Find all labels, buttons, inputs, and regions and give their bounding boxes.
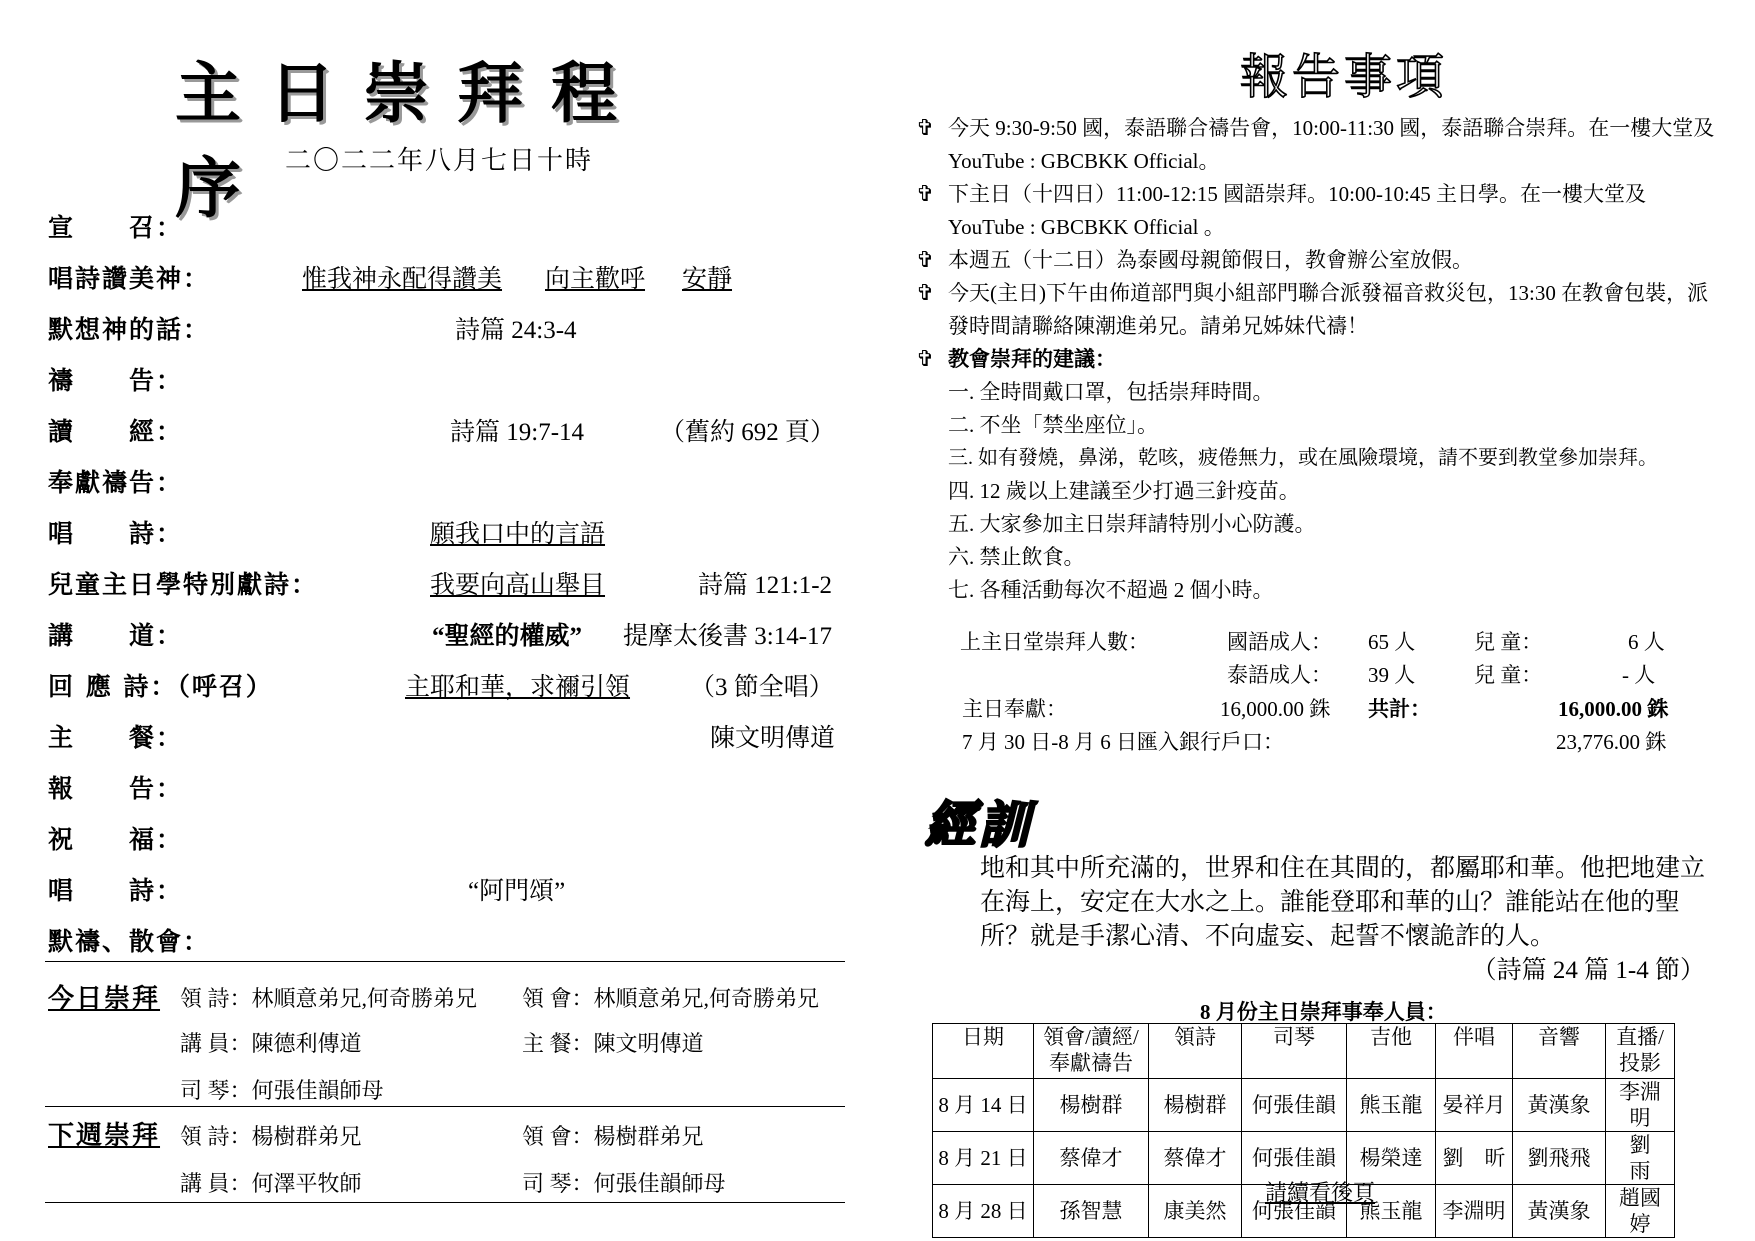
order-label-announcements: 報 告： xyxy=(48,774,184,803)
meditation-passage: 詩篇 24:3-4 xyxy=(455,317,577,344)
thai-adults-count: 39 人 xyxy=(1368,663,1416,687)
offering-amount: 16,000.00 銖 xyxy=(1220,697,1331,721)
mandarin-adults-count: 65 人 xyxy=(1368,630,1416,654)
mandarin-adults-label: 國語成人： xyxy=(1227,630,1332,654)
next-pianist: 司 琴：何張佳韻師母 xyxy=(522,1171,726,1196)
attendance-label: 上主日堂崇拜人數： xyxy=(960,630,1149,654)
cell: 晏祥月 xyxy=(1436,1079,1513,1132)
cell: 李淵明 xyxy=(1436,1185,1513,1238)
response-song: 主耶和華，求禰引領 xyxy=(405,674,631,701)
cell: 李淵明 xyxy=(1606,1079,1675,1132)
cell: 8 月 28 日 xyxy=(933,1185,1034,1238)
announcement-4: ✞ 今天(主日)下午由佈道部門與小組部門聯合派發福音救災包，13:30 在教會包裝，派發時間請聯絡陳潮進弟兄。請弟兄姊妹代禱！ xyxy=(948,277,1718,343)
praise-song-1: 惟我神永配得讚美 xyxy=(302,266,503,293)
children-count: 6 人 xyxy=(1628,630,1665,654)
reading-page: （舊約 692 頁） xyxy=(660,419,836,446)
children-song-title: 我要向高山舉目 xyxy=(430,572,606,599)
cell: 黃漢象 xyxy=(1513,1079,1606,1132)
order-label-call: 宣 召： xyxy=(48,213,184,242)
order-label-praise: 唱詩讚美神： xyxy=(48,264,211,293)
today-lead-song: 領 詩：林順意弟兄,何奇勝弟兄 xyxy=(180,986,478,1011)
cell: 熊玉龍 xyxy=(1347,1185,1436,1238)
col-guitar: 吉他 xyxy=(1347,1024,1436,1079)
next-lead-song: 領 詩：楊樹群弟兄 xyxy=(180,1124,362,1149)
verse-reference: （詩篇 24 篇 1-4 節） xyxy=(1471,957,1705,984)
reading-passage: 詩篇 19:7-14 xyxy=(450,419,585,446)
communion-leader: 陳文明傳道 xyxy=(710,725,836,752)
cell: 8 月 21 日 xyxy=(933,1132,1034,1185)
col-pianist: 司琴 xyxy=(1242,1024,1347,1079)
today-service-heading: 今日崇拜 xyxy=(48,984,161,1014)
cross-icon: ✞ xyxy=(916,347,935,372)
cell: 楊樹群 xyxy=(1149,1079,1242,1132)
advice-item: 二. 不坐「禁坐座位」。 xyxy=(948,413,1158,437)
order-label-closing-hymn: 唱 詩： xyxy=(48,876,184,905)
cell: 熊玉龍 xyxy=(1347,1079,1436,1132)
cell: 楊樹群 xyxy=(1034,1079,1149,1132)
order-label-response: 回 應 詩：（呼召） xyxy=(48,672,273,701)
cell: 劉 雨 xyxy=(1606,1132,1675,1185)
cross-icon: ✞ xyxy=(916,281,935,306)
hymn-title: 願我口中的言語 xyxy=(430,521,606,548)
today-communion: 主 餐：陳文明傳道 xyxy=(522,1031,704,1056)
sermon-title: “聖經的權威” xyxy=(432,623,583,650)
announcement-2: ✞ 下主日（十四日）11:00-12:15 國語崇拜。10:00-10:45 主日學。在一樓大堂及 YouTube : GBCBKK Official 。 xyxy=(948,178,1718,244)
thai-adults-label: 泰語成人： xyxy=(1227,663,1332,687)
advice-item: 三. 如有發燒，鼻涕，乾咳，疲倦無力，或在風險環境，請不要到教堂參加崇拜。 xyxy=(948,447,1658,469)
verse-text: 地和其中所充滿的，世界和住在其間的，都屬耶和華。他把地建立在海上，安定在大水之上。誰能登耶和華的山？誰能站在他的聖所？就是手潔心清、不向虛妄、起誓不懷詭詐的人。 xyxy=(980,855,1706,950)
response-verses: （3 節全唱） xyxy=(690,674,834,701)
continue-link[interactable]: 請續看後頁 xyxy=(1265,1180,1376,1205)
cell: 劉飛飛 xyxy=(1513,1132,1606,1185)
children-label: 兒 童： xyxy=(1474,663,1543,687)
roster-title: 8 月份主日崇拜事奉人員： xyxy=(1200,1000,1447,1024)
bank-label: 7 月 30 日-8 月 6 日匯入銀行戶口： xyxy=(962,730,1284,754)
order-label-dismissal: 默禱、散會： xyxy=(48,927,211,956)
order-label-offering: 奉獻禱告： xyxy=(48,468,184,497)
order-label-reading: 讀 經： xyxy=(48,417,184,446)
announcement-3: ✞ 本週五（十二日）為泰國母親節假日，教會辦公室放假。 xyxy=(948,244,1718,277)
col-date: 日期 xyxy=(933,1024,1034,1079)
announcement-1: ✞ 今天 9:30-9:50 國，泰語聯合禱告會，10:00-11:30 國，泰語聯合崇拜。在一樓大堂及 YouTube : GBCBKK Official。 xyxy=(948,112,1718,178)
advice-item: 五. 大家參加主日崇拜請特別小心防護。 xyxy=(948,512,1316,536)
cell: 楊榮達 xyxy=(1347,1132,1436,1185)
order-label-hymn: 唱 詩： xyxy=(48,519,184,548)
cell: 劉 昕 xyxy=(1436,1132,1513,1185)
col-stream: 直播/投影 xyxy=(1606,1024,1675,1079)
cell: 黃漢象 xyxy=(1513,1185,1606,1238)
advice-item: 一. 全時間戴口罩，包括崇拜時間。 xyxy=(948,380,1274,404)
cell: 孫智慧 xyxy=(1034,1185,1149,1238)
today-speaker: 講 員：陳德利傳道 xyxy=(180,1031,362,1056)
cross-icon: ✞ xyxy=(916,182,935,207)
col-song-leader: 領詩 xyxy=(1149,1024,1242,1079)
cell: 何張佳韻 xyxy=(1242,1185,1347,1238)
col-backing: 伴唱 xyxy=(1436,1024,1513,1079)
sermon-passage: 提摩太後書 3:14-17 xyxy=(623,623,833,650)
cell: 何張佳韻 xyxy=(1242,1132,1347,1185)
next-speaker: 講 員：何澤平牧師 xyxy=(180,1171,362,1196)
col-leader: 領會/讀經/奉獻禱告 xyxy=(1034,1024,1149,1079)
offering-label: 主日奉獻： xyxy=(962,697,1067,721)
page-title: 主日崇拜程序 xyxy=(175,54,645,227)
table-row xyxy=(933,1079,1675,1132)
cross-icon: ✞ xyxy=(916,116,935,141)
advice-item: 四. 12 歲以上建議至少打過三針疫苗。 xyxy=(948,479,1300,503)
table-header-row xyxy=(933,1024,1675,1079)
total-amount: 16,000.00 銖 xyxy=(1558,697,1669,721)
service-date: 二〇二二年八月七日十時 xyxy=(285,146,594,176)
today-lead-meeting: 領 會：林順意弟兄,何奇勝弟兄 xyxy=(522,986,820,1011)
cell: 趙國婷 xyxy=(1606,1185,1675,1238)
cross-icon: ✞ xyxy=(916,248,935,273)
order-label-prayer: 禱 告： xyxy=(48,366,184,395)
bank-amount: 23,776.00 銖 xyxy=(1556,730,1667,754)
children-label: 兒 童： xyxy=(1474,630,1543,654)
col-sound: 音響 xyxy=(1513,1024,1606,1079)
next-lead-meeting: 領 會：楊樹群弟兄 xyxy=(522,1124,704,1149)
announcements-title: 報告事項 xyxy=(1240,49,1449,105)
children-song-passage: 詩篇 121:1-2 xyxy=(698,572,833,599)
praise-song-3: 安靜 xyxy=(682,266,733,293)
cell: 康美然 xyxy=(1149,1185,1242,1238)
divider xyxy=(45,1106,845,1107)
cell: 8 月 14 日 xyxy=(933,1079,1034,1132)
next-service-heading: 下週崇拜 xyxy=(48,1121,161,1151)
order-label-children-song: 兒童主日學特別獻詩： xyxy=(48,570,319,599)
advice-heading: ✞ 教會崇拜的建議： xyxy=(948,343,1718,376)
cell: 何張佳韻 xyxy=(1242,1079,1347,1132)
cell: 蔡偉才 xyxy=(1149,1132,1242,1185)
cell: 蔡偉才 xyxy=(1034,1132,1149,1185)
order-label-benediction: 祝 福： xyxy=(48,825,184,854)
advice-item: 六. 禁止飲食。 xyxy=(948,545,1085,569)
closing-hymn: “阿門頌” xyxy=(468,878,566,905)
order-label-sermon: 講 道： xyxy=(48,621,184,650)
divider xyxy=(45,961,845,962)
divider xyxy=(45,1202,845,1203)
total-label: 共計： xyxy=(1368,697,1431,721)
children-count: - 人 xyxy=(1622,663,1656,687)
order-label-communion: 主 餐： xyxy=(48,723,184,752)
verse-title: 經訓 xyxy=(925,795,1033,854)
advice-item: 七. 各種活動每次不超過 2 個小時。 xyxy=(948,578,1274,602)
today-pianist: 司 琴：何張佳韻師母 xyxy=(180,1078,384,1103)
praise-song-2: 向主歡呼 xyxy=(545,266,646,293)
order-label-meditation: 默想神的話： xyxy=(48,315,211,344)
